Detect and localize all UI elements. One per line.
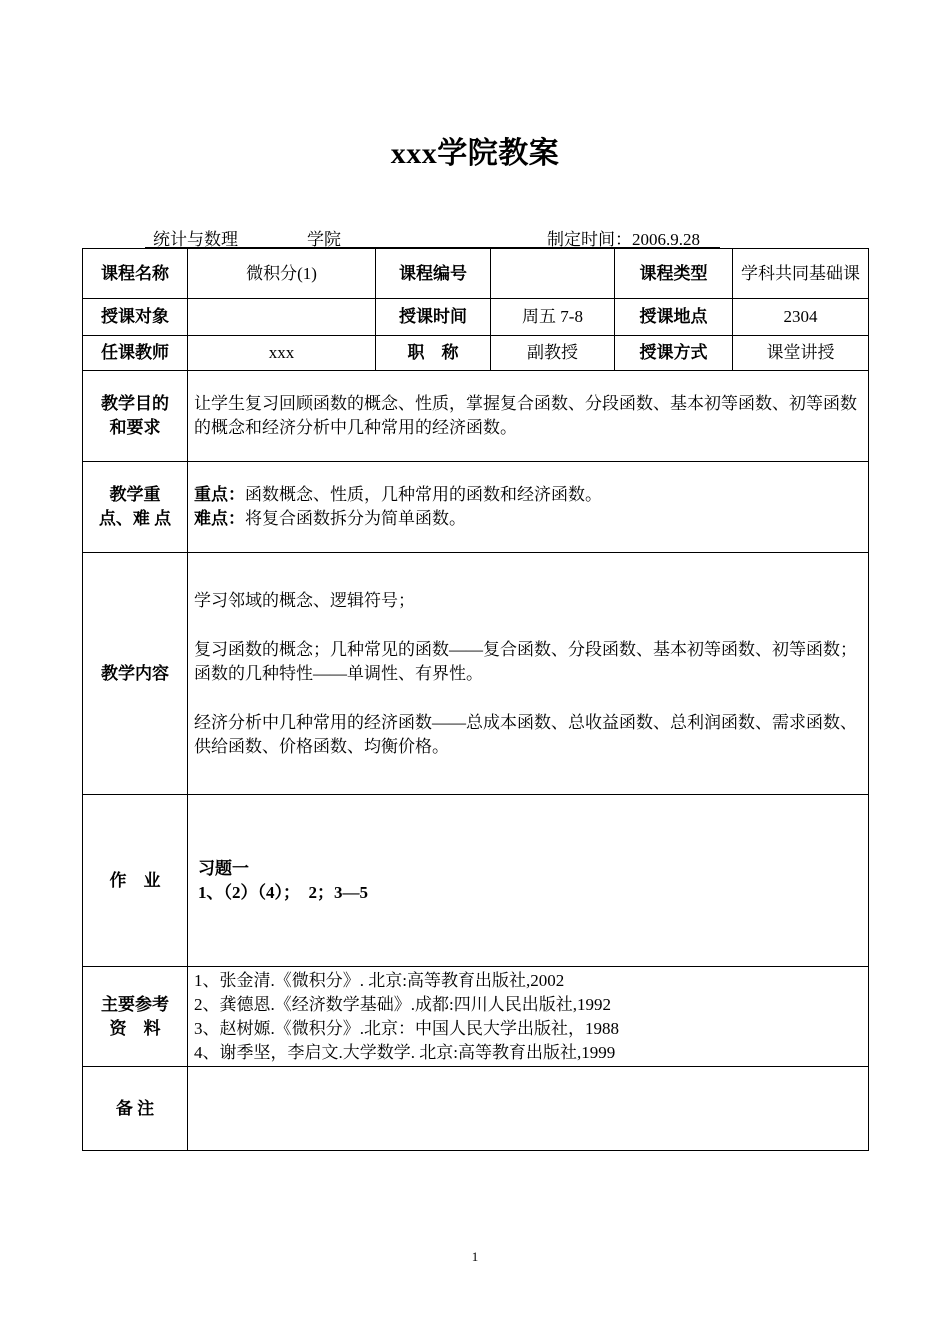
teacher-value: xxx xyxy=(188,336,376,371)
homework-items: 1、（2）（4）； 2；3—5 xyxy=(198,882,368,902)
reference-item: 2、龚德恩.《经济数学基础》.成都:四川人民出版社,1992 xyxy=(194,994,611,1014)
table-row xyxy=(83,462,869,553)
table-row xyxy=(83,967,869,1067)
course-name-value: 微积分(1) xyxy=(188,249,376,299)
rank-label: 职 称 xyxy=(376,336,491,371)
teacher-label: 任课教师 xyxy=(83,336,188,371)
homework-title: 习题一 xyxy=(198,858,249,878)
method-label: 授课方式 xyxy=(615,336,733,371)
goals-label-line1: 教学目的 xyxy=(101,394,169,413)
table-row xyxy=(83,371,869,462)
course-type-label: 课程类型 xyxy=(615,249,733,299)
lesson-plan-table xyxy=(82,248,869,1151)
reference-item: 3、赵树嫄.《微积分》.北京：中国人民大学出版社，1988 xyxy=(194,1018,619,1038)
content-paragraph-1: 学习邻域的概念、逻辑符号； xyxy=(194,590,415,610)
references-label-line2: 资 料 xyxy=(109,1018,161,1038)
focus-cell xyxy=(188,462,869,553)
table-row xyxy=(83,553,869,795)
school-name: 统计与数理 xyxy=(153,230,238,249)
content-cell xyxy=(188,553,869,795)
page-title: xxx学院教案 xyxy=(390,137,560,170)
key-point-text: 函数概念、性质，几种常用的函数和经济函数。 xyxy=(245,485,602,504)
difficulty-point xyxy=(194,507,862,531)
content-label: 教学内容 xyxy=(83,553,188,795)
content-paragraph-2: 复习函数的概念；几种常见的函数——复合函数、分段函数、基本初等函数、初等函数；函数的几种特性——单调性、有界性。 xyxy=(194,639,857,683)
content-paragraph-3: 经济分析中几种常用的经济函数——总成本函数、总收益函数、总利润函数、需求函数、供给函数、价格函数、均衡价格。 xyxy=(194,712,857,756)
method-value: 课堂讲授 xyxy=(733,336,869,371)
homework-cell xyxy=(188,795,869,967)
time-label: 授课时间 xyxy=(376,299,491,336)
table-row xyxy=(83,1067,869,1151)
difficulty-label: 难点： xyxy=(194,509,245,528)
reference-item: 1、张金清.《微积分》. 北京:高等教育出版社,2002 xyxy=(194,970,565,990)
notes-label: 备 注 xyxy=(83,1067,188,1151)
course-name-label: 课程名称 xyxy=(83,249,188,299)
page-number: 1 xyxy=(471,1249,479,1264)
course-code-label: 课程编号 xyxy=(376,249,491,299)
table-row xyxy=(83,299,869,336)
table-row xyxy=(83,336,869,371)
homework-label: 作 业 xyxy=(83,795,188,967)
references-label-line1: 主要参考 xyxy=(101,994,169,1014)
audience-value xyxy=(188,299,376,336)
rank-value: 副教授 xyxy=(491,336,615,371)
reference-item: 4、谢季坚，李启文.大学数学. 北京:高等教育出版社,1999 xyxy=(194,1042,616,1062)
difficulty-text: 将复合函数拆分为简单函数。 xyxy=(245,509,466,528)
location-label: 授课地点 xyxy=(615,299,733,336)
audience-label: 授课对象 xyxy=(83,299,188,336)
references-label xyxy=(83,967,188,1067)
goals-text: 让学生复习回顾函数的概念、性质，掌握复合函数、分段函数、基本初等函数、初等函数的概念和经济分析中几种常用的经济函数。 xyxy=(188,371,869,462)
notes-value xyxy=(188,1067,869,1151)
focus-label xyxy=(83,462,188,553)
creation-date: 制定时间：2006.9.28 xyxy=(547,230,700,249)
location-value: 2304 xyxy=(733,299,869,336)
references-cell xyxy=(188,967,869,1067)
key-point xyxy=(194,483,862,507)
goals-label xyxy=(83,371,188,462)
course-type-value: 学科共同基础课 xyxy=(733,249,869,299)
header-line xyxy=(145,225,720,248)
course-code-value xyxy=(491,249,615,299)
focus-label-line1: 教学重 xyxy=(109,485,161,504)
table-row xyxy=(83,249,869,299)
time-value: 周五 7-8 xyxy=(491,299,615,336)
key-point-label: 重点： xyxy=(194,485,245,504)
school-suffix: 学院 xyxy=(307,230,341,249)
table-row xyxy=(83,795,869,967)
goals-label-line2: 和要求 xyxy=(109,418,161,437)
focus-label-line2: 点、难 点 xyxy=(98,509,172,528)
